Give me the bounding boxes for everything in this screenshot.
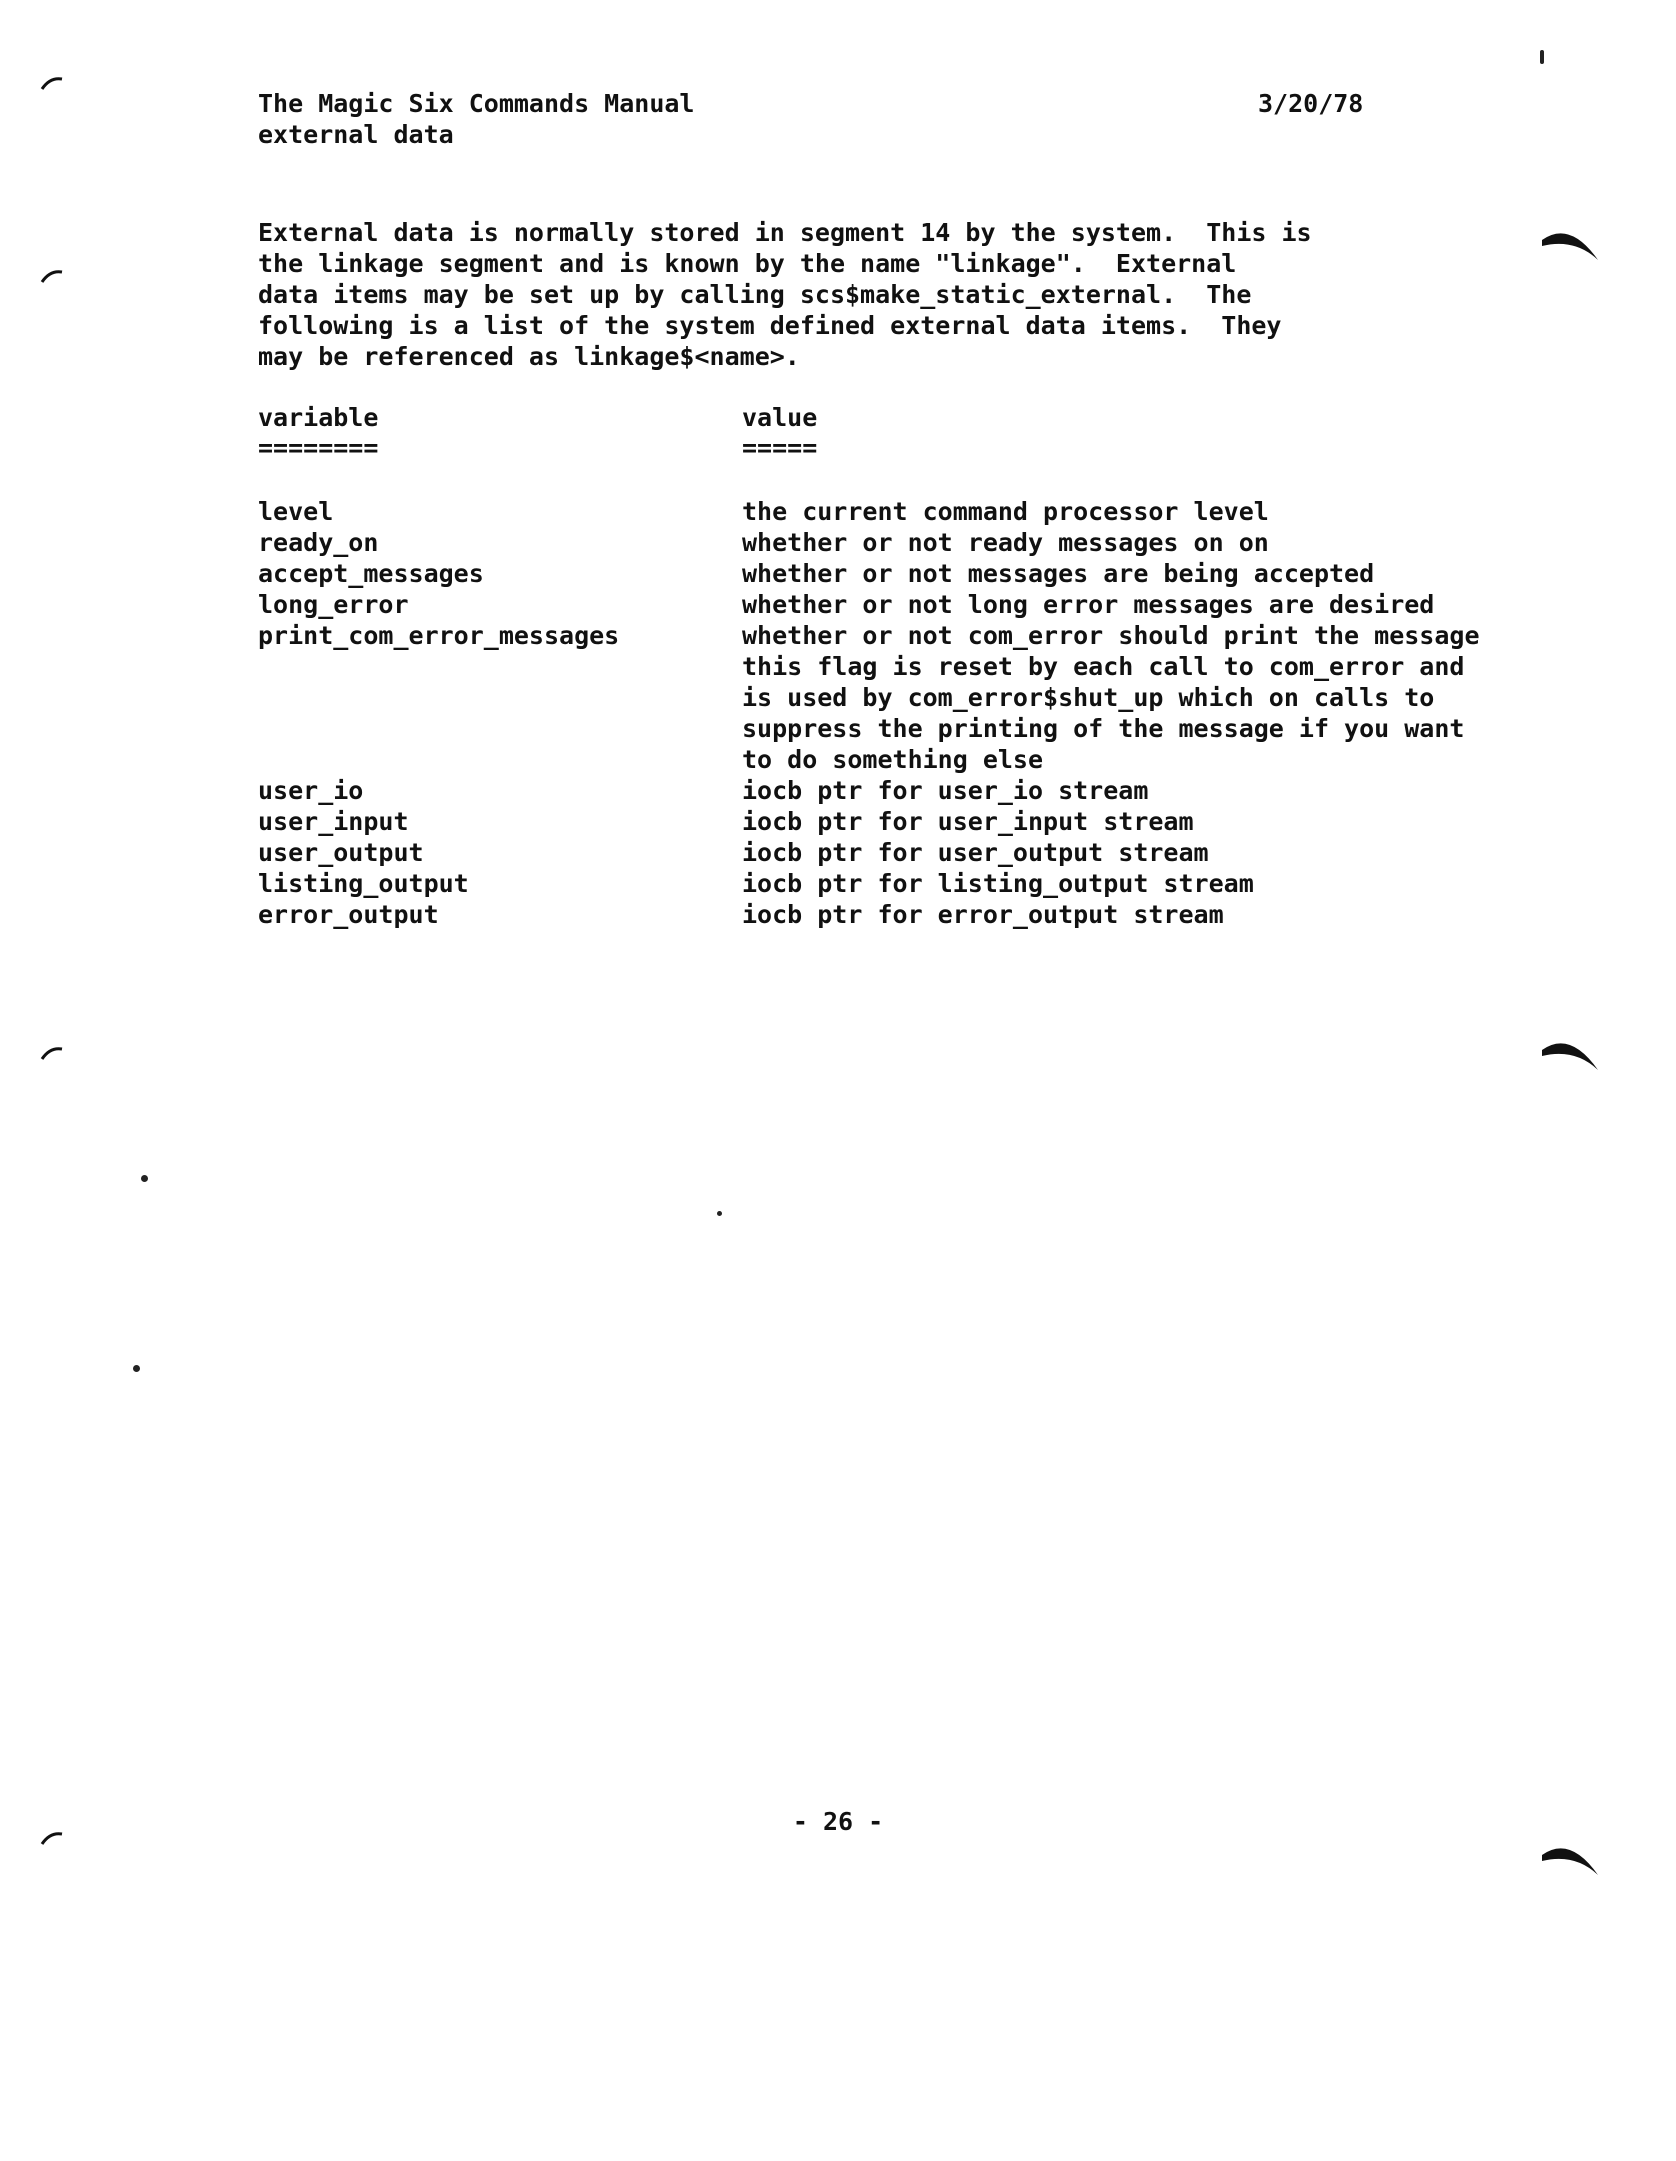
table-row [258, 620, 1558, 775]
variable-value [742, 837, 1558, 868]
variable-name: print_com_error_messages [258, 621, 620, 650]
table-row [258, 558, 1558, 589]
value-line: whether or not messages are being accepted [742, 559, 1375, 588]
scan-speck [1540, 50, 1544, 64]
value-column-header: value [742, 403, 818, 432]
variable-value [742, 527, 1558, 558]
page-number: - 26 - [792, 1807, 884, 1836]
table-row [258, 775, 1558, 806]
value-line: is used by com_error$shut_up which on calls to [742, 683, 1435, 712]
edge-mark [40, 1830, 64, 1846]
value-line: whether or not com_error should print the message [742, 621, 1480, 650]
manual-title: The Magic Six Commands Manual [258, 89, 695, 118]
value-line: iocb ptr for user_input stream [742, 807, 1194, 836]
punch-hole-mark [1540, 1835, 1600, 1885]
value-line: iocb ptr for error_output stream [742, 900, 1224, 929]
variable-name: user_input [258, 807, 409, 836]
scan-speck [133, 1365, 140, 1372]
value-line: whether or not long error messages are desired [742, 590, 1435, 619]
scan-speck [717, 1211, 722, 1216]
value-line: to do something else [742, 745, 1044, 774]
variable-column-rule: ======== [258, 433, 379, 462]
variable-value [742, 589, 1558, 620]
intro-paragraph [258, 217, 1408, 372]
intro-line: data items may be set up by calling scs$make_static_external. The [258, 280, 1252, 309]
punch-hole-mark [1540, 220, 1600, 270]
variable-name: user_output [258, 838, 424, 867]
value-column-rule: ===== [742, 433, 818, 462]
edge-mark [40, 75, 64, 91]
table-row [258, 496, 1558, 527]
punch-hole-mark [1540, 1030, 1600, 1080]
variable-value [742, 620, 1558, 775]
value-line: suppress the printing of the message if you want [742, 714, 1465, 743]
table-row [258, 868, 1558, 899]
variable-name: level [258, 497, 334, 526]
variable-value [742, 868, 1558, 899]
external-data-table [258, 496, 1558, 930]
variable-name: ready_on [258, 528, 379, 557]
variable-column-header: variable [258, 403, 379, 432]
intro-line: the linkage segment and is known by the name "linkage". External [258, 249, 1237, 278]
table-row [258, 837, 1558, 868]
variable-value [742, 806, 1558, 837]
variable-value [742, 496, 1558, 527]
variable-name: accept_messages [258, 559, 484, 588]
variable-name: long_error [258, 590, 409, 619]
table-row [258, 527, 1558, 558]
header-date: 3/20/78 [1258, 89, 1364, 118]
variable-value [742, 558, 1558, 589]
variable-value [742, 775, 1558, 806]
value-line: iocb ptr for user_output stream [742, 838, 1209, 867]
value-line: the current command processor level [742, 497, 1269, 526]
variable-name: error_output [258, 900, 439, 929]
section-title: external data [258, 120, 454, 149]
edge-mark [40, 1045, 64, 1061]
table-row [258, 899, 1558, 930]
scan-speck [141, 1175, 148, 1182]
intro-line: External data is normally stored in segment 14 by the system. This is [258, 218, 1312, 247]
variable-value [742, 899, 1558, 930]
value-line: iocb ptr for user_io stream [742, 776, 1149, 805]
variable-name: user_io [258, 776, 364, 805]
value-line: iocb ptr for listing_output stream [742, 869, 1254, 898]
page-header [258, 88, 695, 150]
variable-name: listing_output [258, 869, 469, 898]
table-row [258, 806, 1558, 837]
value-line: this flag is reset by each call to com_error and [742, 652, 1465, 681]
intro-line: may be referenced as linkage$<name>. [258, 342, 800, 371]
value-line: whether or not ready messages on on [742, 528, 1269, 557]
table-row [258, 589, 1558, 620]
intro-line: following is a list of the system defined external data items. They [258, 311, 1282, 340]
edge-mark [40, 268, 64, 284]
